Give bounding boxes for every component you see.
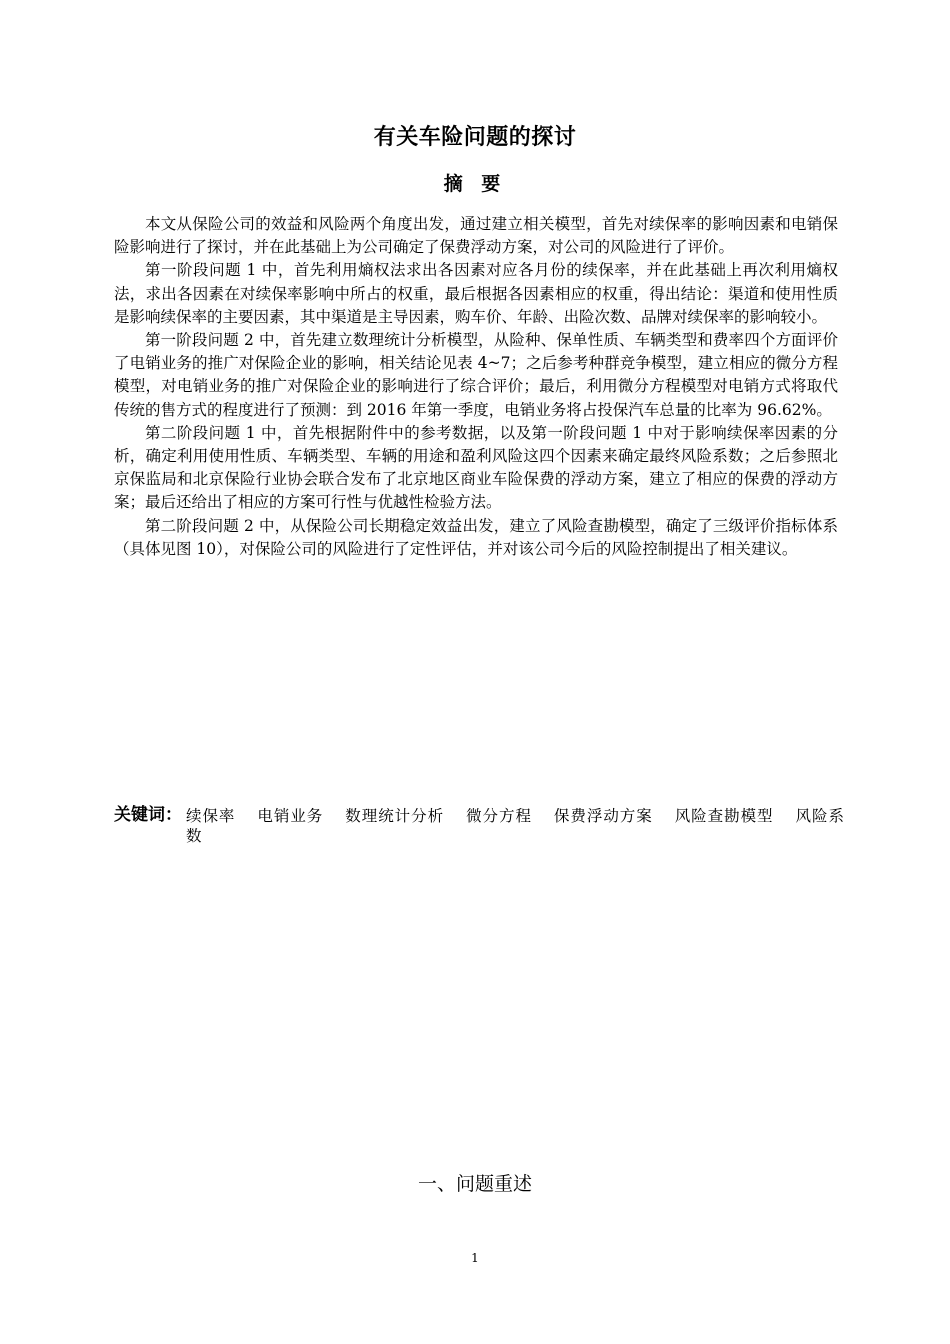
keyword: 续保率 (186, 807, 236, 825)
keyword: 风险系数 (186, 807, 844, 845)
keyword: 数理统计分析 (345, 807, 445, 825)
section-heading: 一、问题重述 (417, 1173, 532, 1195)
abstract-paragraph: 第一阶段问题 1 中，首先利用熵权法求出各因素对应各月份的续保率，并在此基础上再次利用熵权法，求出各因素在对续保率影响中所占的权重，最后根据各因素相应的权重，得出结论：渠道和使用性质是影响续保率的主要因素，其中渠道是主导因素，购车价、年龄、出险次数、品牌对续保率的影响较小。 (114, 261, 838, 326)
paper-title: 有关车险问题的探讨 (373, 125, 577, 150)
page-number: 1 (471, 1251, 479, 1265)
abstract-paragraph: 第二阶段问题 2 中，从保险公司长期稳定效益出发，建立了风险查勘模型，确定了三级评价指标体系（具体见图 10），对保险公司的风险进行了定性评估，并对该公司今后的风险控制提出了相关建议。 (114, 516, 838, 558)
keyword: 微分方程 (466, 807, 532, 825)
keyword: 风险查勘模型 (674, 807, 774, 825)
keywords-block (114, 803, 844, 846)
keyword: 电销业务 (257, 807, 324, 825)
abstract-paragraph: 第一阶段问题 2 中，首先建立数理统计分析模型，从险种、保单性质、车辆类型和费率四个方面评价了电销业务的推广对保险企业的影响，相关结论见表 4~7；之后参考种群竞争模型，建立相应的微分方程模型，对电销业务的推广对保险企业的影响进行了综合评价；最后，利用微分方程模型对电销方式将取代传统的售方式的程度进行了预测：到 2016 年第一季度，电销业务将占投保汽车总量的比率为 96.62%。 (114, 331, 838, 419)
keywords-list (186, 803, 844, 846)
keyword: 保费浮动方案 (553, 807, 653, 825)
abstract-heading: 摘 要 (443, 173, 507, 195)
abstract-body (114, 213, 838, 561)
abstract-paragraph: 本文从保险公司的效益和风险两个角度出发，通过建立相关模型，首先对续保率的影响因素和电销保险影响进行了探讨，并在此基础上为公司确定了保费浮动方案，对公司的风险进行了评价。 (114, 215, 838, 257)
abstract-paragraph: 第二阶段问题 1 中，首先根据附件中的参考数据，以及第一阶段问题 1 中对于影响续保率因素的分析，确定利用使用性质、车辆类型、车辆的用途和盈利风险这四个因素来确定最终风险系数；之后参照北京保监局和北京保险行业协会联合发布了北京地区商业车险保费的浮动方案，建立了相应的保费的浮动方案；最后还给出了相应的方案可行性与优越性检验方法。 (114, 423, 838, 512)
keywords-label: 关键词： (114, 805, 182, 825)
